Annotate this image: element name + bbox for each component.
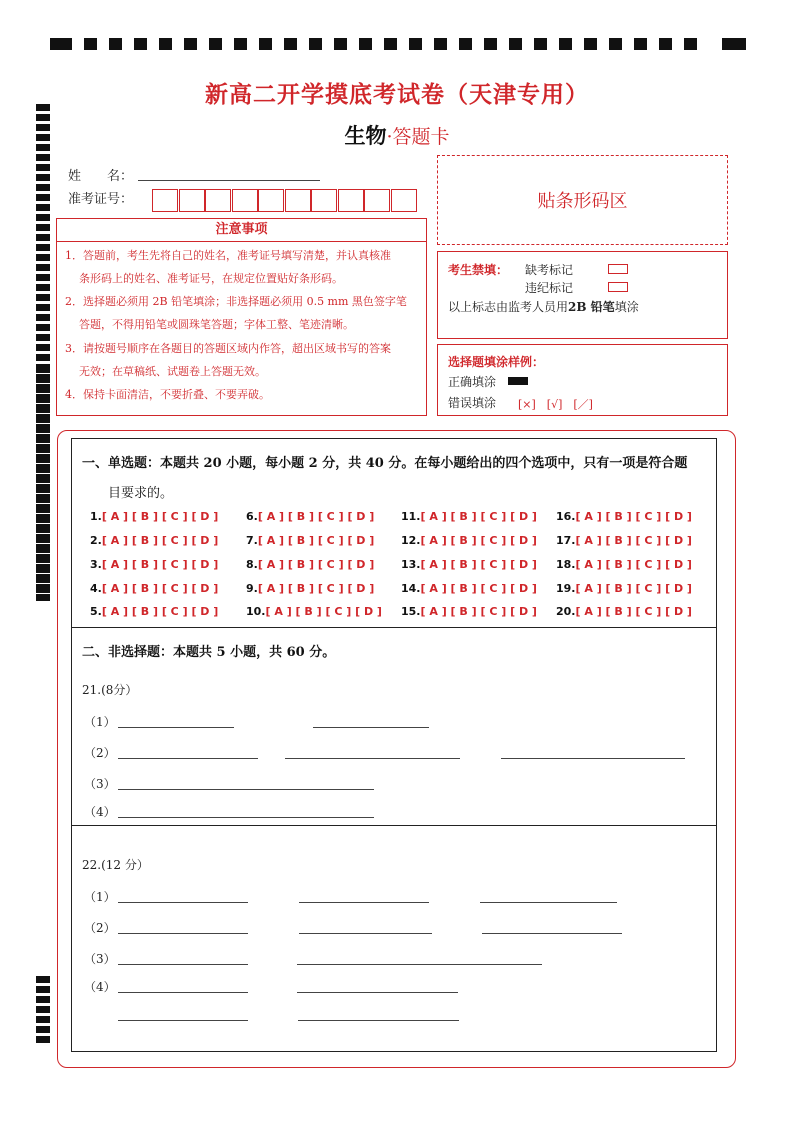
ticket-digit-box[interactable] <box>364 189 390 212</box>
ticket-digit-box[interactable] <box>285 189 311 212</box>
mcq-number: 11. <box>401 510 421 523</box>
mcq-options[interactable]: [ A ] [ B ] [ C ] [ D ] <box>257 558 375 571</box>
mcq-options[interactable]: [ A ] [ B ] [ C ] [ D ] <box>257 582 375 595</box>
q22-blank-1b[interactable] <box>299 902 429 903</box>
mcq-options[interactable]: [ A ] [ B ] [ C ] [ D ] <box>575 605 692 618</box>
q21-blank-1b[interactable] <box>313 727 429 728</box>
timing-mark <box>36 354 50 361</box>
timing-mark <box>434 38 447 50</box>
timing-mark <box>36 194 50 201</box>
mcq-number: 12. <box>401 534 421 547</box>
timing-marks-left-lower <box>36 976 50 1046</box>
q22-label-1: （1） <box>84 890 116 904</box>
timing-mark <box>659 38 672 50</box>
mcq-options[interactable]: [ A ] [ B ] [ C ] [ D ] <box>575 534 692 547</box>
mcq-number: 10. <box>246 605 266 618</box>
timing-mark <box>36 294 50 301</box>
timing-mark <box>36 254 50 261</box>
mcq-options[interactable]: [ A ] [ B ] [ C ] [ D ] <box>257 510 375 523</box>
timing-mark <box>36 556 50 563</box>
ticket-number-label: 准考证号： <box>68 192 134 207</box>
notice-item-4: 4．保持卡面清洁，不要折叠、不要弄破。 <box>65 388 270 401</box>
q22-label-4: （4） <box>84 980 116 994</box>
mcq-question[interactable] <box>556 558 692 571</box>
mcq-question[interactable] <box>90 510 218 523</box>
timing-mark <box>50 38 72 50</box>
timing-mark <box>36 224 50 231</box>
mcq-question[interactable] <box>401 582 537 595</box>
mcq-number: 4. <box>90 582 102 595</box>
mcq-options[interactable]: [ A ] [ B ] [ C ] [ D ] <box>101 582 219 595</box>
mcq-options[interactable]: [ A ] [ B ] [ C ] [ D ] <box>265 605 382 618</box>
violation-mark-label: 违纪标记 <box>525 281 574 295</box>
mcq-question[interactable] <box>246 582 374 595</box>
forbid-note-prefix: 以上标志由监考人员用 <box>448 300 569 314</box>
timing-mark <box>36 496 50 503</box>
q21-blank-1a[interactable] <box>118 727 234 728</box>
notice-title: 注意事项 <box>57 219 426 242</box>
timing-mark <box>36 576 50 583</box>
mcq-number: 14. <box>401 582 421 595</box>
mcq-question[interactable] <box>401 534 537 547</box>
timing-mark <box>36 976 50 983</box>
wrong-fill-label: 错误填涂 <box>448 396 497 410</box>
timing-mark <box>36 274 50 281</box>
mcq-number: 17. <box>556 534 576 547</box>
timing-mark <box>84 38 97 50</box>
timing-mark <box>36 536 50 543</box>
barcode-zone-label: 贴条形码区 <box>537 191 628 212</box>
forbid-label: 考生禁填： <box>448 263 509 277</box>
timing-mark <box>36 1016 50 1023</box>
q22-blank-2b[interactable] <box>299 933 432 934</box>
mcq-options[interactable]: [ A ] [ B ] [ C ] [ D ] <box>101 534 219 547</box>
timing-mark <box>36 466 50 473</box>
ticket-digit-box[interactable] <box>338 189 364 212</box>
mcq-question[interactable] <box>90 558 218 571</box>
section2-header: 二、非选择题：本题共 5 小题，共 60 分。 <box>82 645 336 660</box>
mcq-number: 2. <box>90 534 102 547</box>
mcq-question[interactable] <box>246 558 374 571</box>
q22-label-2: （2） <box>84 921 116 935</box>
violation-mark-box[interactable] <box>608 282 628 292</box>
fill-example-title: 选择题填涂样例： <box>448 355 545 369</box>
mcq-number: 16. <box>556 510 576 523</box>
timing-mark <box>634 38 647 50</box>
timing-mark <box>36 386 50 393</box>
notice-panel <box>56 218 427 416</box>
timing-mark <box>36 304 50 311</box>
mcq-number: 3. <box>90 558 102 571</box>
mcq-options[interactable]: [ A ] [ B ] [ C ] [ D ] <box>420 582 537 595</box>
q22-blank-1c[interactable] <box>480 902 617 903</box>
timing-mark <box>36 366 50 373</box>
mcq-number: 18. <box>556 558 576 571</box>
timing-mark <box>722 38 746 50</box>
mcq-options[interactable]: [ A ] [ B ] [ C ] [ D ] <box>420 510 537 523</box>
q22-blank-4d[interactable] <box>298 1020 459 1021</box>
forbid-note-bold: 2B 铅笔 <box>568 300 615 314</box>
timing-mark <box>484 38 497 50</box>
mcq-question[interactable] <box>246 510 374 523</box>
timing-mark <box>36 546 50 553</box>
ticket-digit-box[interactable] <box>179 189 205 212</box>
timing-mark <box>284 38 297 50</box>
mcq-question[interactable] <box>556 510 692 523</box>
mcq-question[interactable] <box>401 558 537 571</box>
section-divider-1 <box>71 627 717 628</box>
q21-label-2: （2） <box>84 746 116 760</box>
notice-item-3: 3．请按题号顺序在各题目的答题区域内作答，超出区域书写的答案 <box>65 342 391 355</box>
notice-item-3-cont: 无效；在草稿纸、试题卷上答题无效。 <box>79 365 266 378</box>
notice-item-1: 1．答题前，考生先将自己的姓名，准考证号填写清楚，并认真核准 <box>65 249 391 262</box>
timing-mark <box>36 586 50 593</box>
mcq-options[interactable]: [ A ] [ B ] [ C ] [ D ] <box>101 558 219 571</box>
timing-mark <box>36 344 50 351</box>
mcq-options[interactable]: [ A ] [ B ] [ C ] [ D ] <box>575 510 692 523</box>
timing-mark <box>36 506 50 513</box>
timing-mark <box>36 1036 50 1043</box>
timing-mark <box>36 1006 50 1013</box>
timing-mark <box>184 38 197 50</box>
q21-blank-2c[interactable] <box>501 758 685 759</box>
timing-mark <box>36 456 50 463</box>
timing-mark <box>36 446 50 453</box>
timing-mark <box>384 38 397 50</box>
mcq-number: 6. <box>246 510 258 523</box>
timing-mark <box>36 486 50 493</box>
mcq-options[interactable]: [ A ] [ B ] [ C ] [ D ] <box>575 582 692 595</box>
mcq-question[interactable] <box>246 605 382 618</box>
mcq-number: 19. <box>556 582 576 595</box>
timing-mark <box>36 314 50 321</box>
q21-blank-2a[interactable] <box>118 758 258 759</box>
timing-mark <box>36 376 50 383</box>
timing-mark <box>36 234 50 241</box>
ticket-digit-box[interactable] <box>232 189 258 212</box>
timing-mark <box>584 38 597 50</box>
timing-mark <box>134 38 147 50</box>
q21-label-3: （3） <box>84 777 116 791</box>
timing-mark <box>259 38 272 50</box>
q22-blank-3b[interactable] <box>297 964 542 965</box>
mcq-options[interactable]: [ A ] [ B ] [ C ] [ D ] <box>420 558 537 571</box>
timing-mark <box>534 38 547 50</box>
timing-mark <box>609 38 622 50</box>
timing-mark <box>159 38 172 50</box>
timing-mark <box>36 406 50 413</box>
section-divider-2 <box>71 825 717 826</box>
mcq-question[interactable] <box>401 605 537 618</box>
timing-mark <box>36 526 50 533</box>
timing-mark <box>36 396 50 403</box>
correct-fill-sample <box>508 377 528 385</box>
mcq-options[interactable]: [ A ] [ B ] [ C ] [ D ] <box>420 605 537 618</box>
timing-mark <box>36 334 50 341</box>
mcq-question[interactable] <box>246 534 374 547</box>
mcq-question[interactable] <box>90 534 218 547</box>
mcq-options[interactable]: [ A ] [ B ] [ C ] [ D ] <box>575 558 692 571</box>
mcq-number: 1. <box>90 510 102 523</box>
timing-mark <box>209 38 222 50</box>
timing-mark <box>684 38 697 50</box>
mcq-number: 9. <box>246 582 258 595</box>
notice-item-2: 2．选择题必须用 2B 铅笔填涂；非选择题必须用 0.5 mm 黑色签字笔 <box>65 295 407 308</box>
ticket-digit-box[interactable] <box>205 189 231 212</box>
ticket-digit-box[interactable] <box>258 189 284 212</box>
mcq-number: 13. <box>401 558 421 571</box>
ticket-digit-box[interactable] <box>391 189 417 212</box>
timing-mark <box>36 996 50 1003</box>
timing-mark <box>309 38 322 50</box>
q21-blank-4[interactable] <box>118 817 374 818</box>
examinee-forbidden-panel <box>437 251 728 339</box>
q21-title: 21.(8分） <box>82 683 138 697</box>
forbid-note-suffix: 填涂 <box>614 300 639 314</box>
mcq-question[interactable] <box>90 582 218 595</box>
timing-mark <box>509 38 522 50</box>
timing-mark <box>36 174 50 181</box>
timing-mark <box>36 264 50 271</box>
notice-item-2-cont: 答题，不得用铅笔或圆珠笔答题；字体工整、笔迹清晰。 <box>79 318 354 331</box>
timing-mark <box>36 476 50 483</box>
timing-mark <box>36 436 50 443</box>
timing-mark <box>36 516 50 523</box>
q22-blank-4b[interactable] <box>297 992 458 993</box>
forbid-note <box>448 298 639 315</box>
section1-header-line2: 目要求的。 <box>108 486 174 501</box>
mcq-question[interactable] <box>90 605 218 618</box>
mcq-question[interactable] <box>401 510 537 523</box>
timing-mark <box>36 1026 50 1033</box>
timing-marks-left-middle <box>36 366 50 596</box>
q22-blank-4a[interactable] <box>118 992 248 993</box>
mcq-options[interactable]: [ A ] [ B ] [ C ] [ D ] <box>101 605 219 618</box>
timing-mark <box>36 426 50 433</box>
mcq-number: 20. <box>556 605 576 618</box>
barcode-zone <box>437 155 728 245</box>
mcq-number: 15. <box>401 605 421 618</box>
timing-mark <box>36 284 50 291</box>
absent-mark-label: 缺考标记 <box>525 263 574 277</box>
q21-label-4: （4） <box>84 805 116 819</box>
timing-mark <box>109 38 122 50</box>
timing-marks-top <box>50 38 746 50</box>
timing-mark <box>36 154 50 161</box>
mcq-number: 7. <box>246 534 258 547</box>
mcq-question[interactable] <box>556 605 692 618</box>
timing-mark <box>36 184 50 191</box>
correct-fill-label: 正确填涂 <box>448 375 497 389</box>
timing-mark <box>409 38 422 50</box>
notice-item-1-cont: 条形码上的姓名、准考证号，在规定位置贴好条形码。 <box>79 272 343 285</box>
ticket-digit-box[interactable] <box>152 189 178 212</box>
timing-mark <box>36 204 50 211</box>
timing-mark <box>36 986 50 993</box>
q22-blank-2a[interactable] <box>118 933 248 934</box>
q21-blank-2b[interactable] <box>285 758 460 759</box>
timing-mark <box>36 164 50 171</box>
q22-blank-4c[interactable] <box>118 1020 248 1021</box>
q22-blank-1a[interactable] <box>118 902 248 903</box>
q22-blank-3a[interactable] <box>118 964 248 965</box>
q22-label-3: （3） <box>84 952 116 966</box>
mcq-options[interactable]: [ A ] [ B ] [ C ] [ D ] <box>257 534 375 547</box>
timing-mark <box>36 324 50 331</box>
name-field[interactable] <box>138 180 320 181</box>
answer-area-inner <box>71 438 717 1052</box>
mcq-number: 5. <box>90 605 102 618</box>
absent-mark-box[interactable] <box>608 264 628 274</box>
timing-mark <box>36 416 50 423</box>
q22-blank-2c[interactable] <box>482 933 622 934</box>
mcq-question[interactable] <box>556 582 692 595</box>
subject-title <box>0 120 794 150</box>
q21-label-1: （1） <box>84 715 116 729</box>
mcq-options[interactable]: [ A ] [ B ] [ C ] [ D ] <box>101 510 219 523</box>
mcq-question[interactable] <box>556 534 692 547</box>
q21-blank-3[interactable] <box>118 789 374 790</box>
subject-name: 生物 <box>344 123 387 148</box>
timing-mark <box>36 566 50 573</box>
mcq-number: 8. <box>246 558 258 571</box>
fill-example-panel <box>437 344 728 416</box>
mcq-options[interactable]: [ A ] [ B ] [ C ] [ D ] <box>420 534 537 547</box>
exam-title: 新高二开学摸底考试卷（天津专用） <box>205 81 589 108</box>
q22-title: 22.(12 分） <box>82 858 149 872</box>
timing-mark <box>36 244 50 251</box>
name-label: 姓 名： <box>68 169 134 184</box>
ticket-digit-box[interactable] <box>311 189 337 212</box>
timing-mark <box>334 38 347 50</box>
timing-mark <box>234 38 247 50</box>
answer-card-label: ·答题卡 <box>386 126 450 148</box>
timing-mark <box>36 214 50 221</box>
timing-mark <box>459 38 472 50</box>
timing-mark <box>559 38 572 50</box>
section1-header-line1: 一、单选题：本题共 20 小题，每小题 2 分，共 40 分。在每小题给出的四个选项中，只有一项是符合题 <box>82 456 688 471</box>
wrong-fill-samples: [×] [√] [／] <box>518 398 593 411</box>
timing-mark <box>359 38 372 50</box>
